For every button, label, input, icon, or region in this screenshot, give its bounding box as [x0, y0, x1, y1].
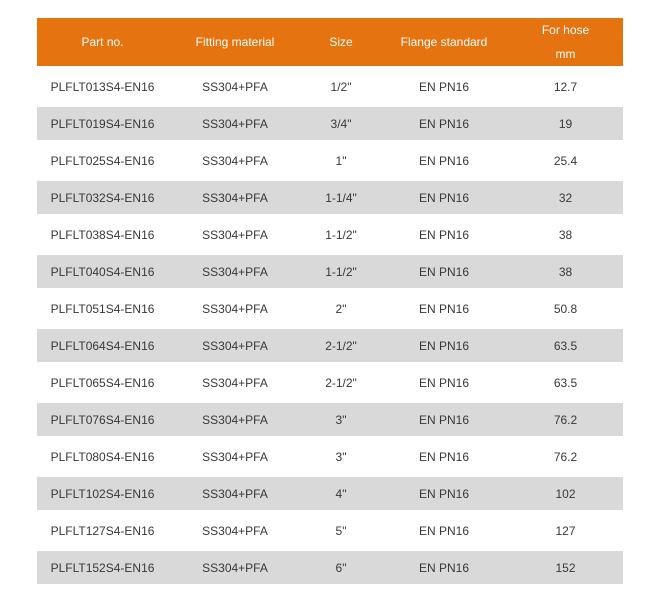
table-row [37, 218, 623, 251]
table-row [37, 514, 623, 547]
table-row [37, 551, 623, 584]
table-row [37, 255, 623, 288]
cell-for-hose: 76.2 [508, 440, 623, 473]
cell-part-no: PLFLT025S4-EN16 [37, 144, 168, 177]
table-row [37, 440, 623, 473]
cell-fitting-material: SS304+PFA [168, 366, 302, 399]
cell-for-hose: 50.8 [508, 292, 623, 325]
cell-flange-standard: EN PN16 [380, 292, 508, 325]
column-header-for-hose-label: For hose [541, 23, 590, 37]
cell-part-no: PLFLT032S4-EN16 [37, 181, 168, 214]
cell-fitting-material: SS304+PFA [168, 144, 302, 177]
cell-size: 2" [302, 292, 380, 325]
cell-size: 1-1/4" [302, 181, 380, 214]
cell-part-no: PLFLT013S4-EN16 [37, 70, 168, 103]
cell-part-no: PLFLT076S4-EN16 [37, 403, 168, 436]
cell-size: 2-1/2" [302, 329, 380, 362]
header-row [37, 18, 623, 66]
table-row [37, 292, 623, 325]
cell-for-hose: 25.4 [508, 144, 623, 177]
cell-part-no: PLFLT019S4-EN16 [37, 107, 168, 140]
cell-fitting-material: SS304+PFA [168, 551, 302, 584]
cell-flange-standard: EN PN16 [380, 551, 508, 584]
cell-for-hose: 76.2 [508, 403, 623, 436]
cell-size: 5" [302, 514, 380, 547]
cell-size: 1" [302, 144, 380, 177]
cell-flange-standard: EN PN16 [380, 107, 508, 140]
cell-for-hose: 152 [508, 551, 623, 584]
cell-size: 3" [302, 403, 380, 436]
cell-flange-standard: EN PN16 [380, 329, 508, 362]
cell-size: 1/2" [302, 70, 380, 103]
cell-size: 3" [302, 440, 380, 473]
cell-for-hose: 12.7 [508, 70, 623, 103]
cell-flange-standard: EN PN16 [380, 477, 508, 510]
fittings-table [37, 14, 623, 588]
cell-for-hose: 63.5 [508, 329, 623, 362]
cell-part-no: PLFLT127S4-EN16 [37, 514, 168, 547]
cell-part-no: PLFLT040S4-EN16 [37, 255, 168, 288]
cell-flange-standard: EN PN16 [380, 403, 508, 436]
cell-part-no: PLFLT080S4-EN16 [37, 440, 168, 473]
cell-fitting-material: SS304+PFA [168, 329, 302, 362]
cell-size: 1-1/2" [302, 218, 380, 251]
table-body [37, 70, 623, 584]
table-row [37, 70, 623, 103]
cell-for-hose: 38 [508, 218, 623, 251]
table-row [37, 181, 623, 214]
cell-size: 1-1/2" [302, 255, 380, 288]
cell-fitting-material: SS304+PFA [168, 107, 302, 140]
cell-size: 3/4" [302, 107, 380, 140]
cell-fitting-material: SS304+PFA [168, 514, 302, 547]
table-row [37, 144, 623, 177]
cell-size: 4" [302, 477, 380, 510]
column-header-for-hose-unit: mm [555, 47, 576, 61]
cell-flange-standard: EN PN16 [380, 440, 508, 473]
cell-part-no: PLFLT051S4-EN16 [37, 292, 168, 325]
cell-fitting-material: SS304+PFA [168, 440, 302, 473]
cell-for-hose: 102 [508, 477, 623, 510]
column-header-part-no: Part no. [37, 18, 168, 66]
cell-fitting-material: SS304+PFA [168, 218, 302, 251]
cell-for-hose: 127 [508, 514, 623, 547]
table-row [37, 329, 623, 362]
cell-fitting-material: SS304+PFA [168, 181, 302, 214]
cell-for-hose: 19 [508, 107, 623, 140]
cell-flange-standard: EN PN16 [380, 218, 508, 251]
cell-for-hose: 63.5 [508, 366, 623, 399]
cell-for-hose: 38 [508, 255, 623, 288]
cell-flange-standard: EN PN16 [380, 144, 508, 177]
cell-flange-standard: EN PN16 [380, 181, 508, 214]
table-row [37, 477, 623, 510]
cell-for-hose: 32 [508, 181, 623, 214]
table-row [37, 366, 623, 399]
table-row [37, 403, 623, 436]
cell-part-no: PLFLT065S4-EN16 [37, 366, 168, 399]
column-header-for-hose [508, 18, 623, 66]
cell-part-no: PLFLT064S4-EN16 [37, 329, 168, 362]
cell-fitting-material: SS304+PFA [168, 255, 302, 288]
cell-flange-standard: EN PN16 [380, 70, 508, 103]
cell-flange-standard: EN PN16 [380, 366, 508, 399]
table-row [37, 107, 623, 140]
cell-part-no: PLFLT152S4-EN16 [37, 551, 168, 584]
cell-part-no: PLFLT038S4-EN16 [37, 218, 168, 251]
column-header-size: Size [302, 18, 380, 66]
column-header-fitting-material: Fitting material [168, 18, 302, 66]
cell-flange-standard: EN PN16 [380, 255, 508, 288]
cell-size: 6" [302, 551, 380, 584]
cell-fitting-material: SS304+PFA [168, 292, 302, 325]
cell-flange-standard: EN PN16 [380, 514, 508, 547]
cell-fitting-material: SS304+PFA [168, 403, 302, 436]
cell-fitting-material: SS304+PFA [168, 70, 302, 103]
cell-size: 2-1/2" [302, 366, 380, 399]
column-header-flange-standard: Flange standard [380, 18, 508, 66]
cell-part-no: PLFLT102S4-EN16 [37, 477, 168, 510]
cell-fitting-material: SS304+PFA [168, 477, 302, 510]
